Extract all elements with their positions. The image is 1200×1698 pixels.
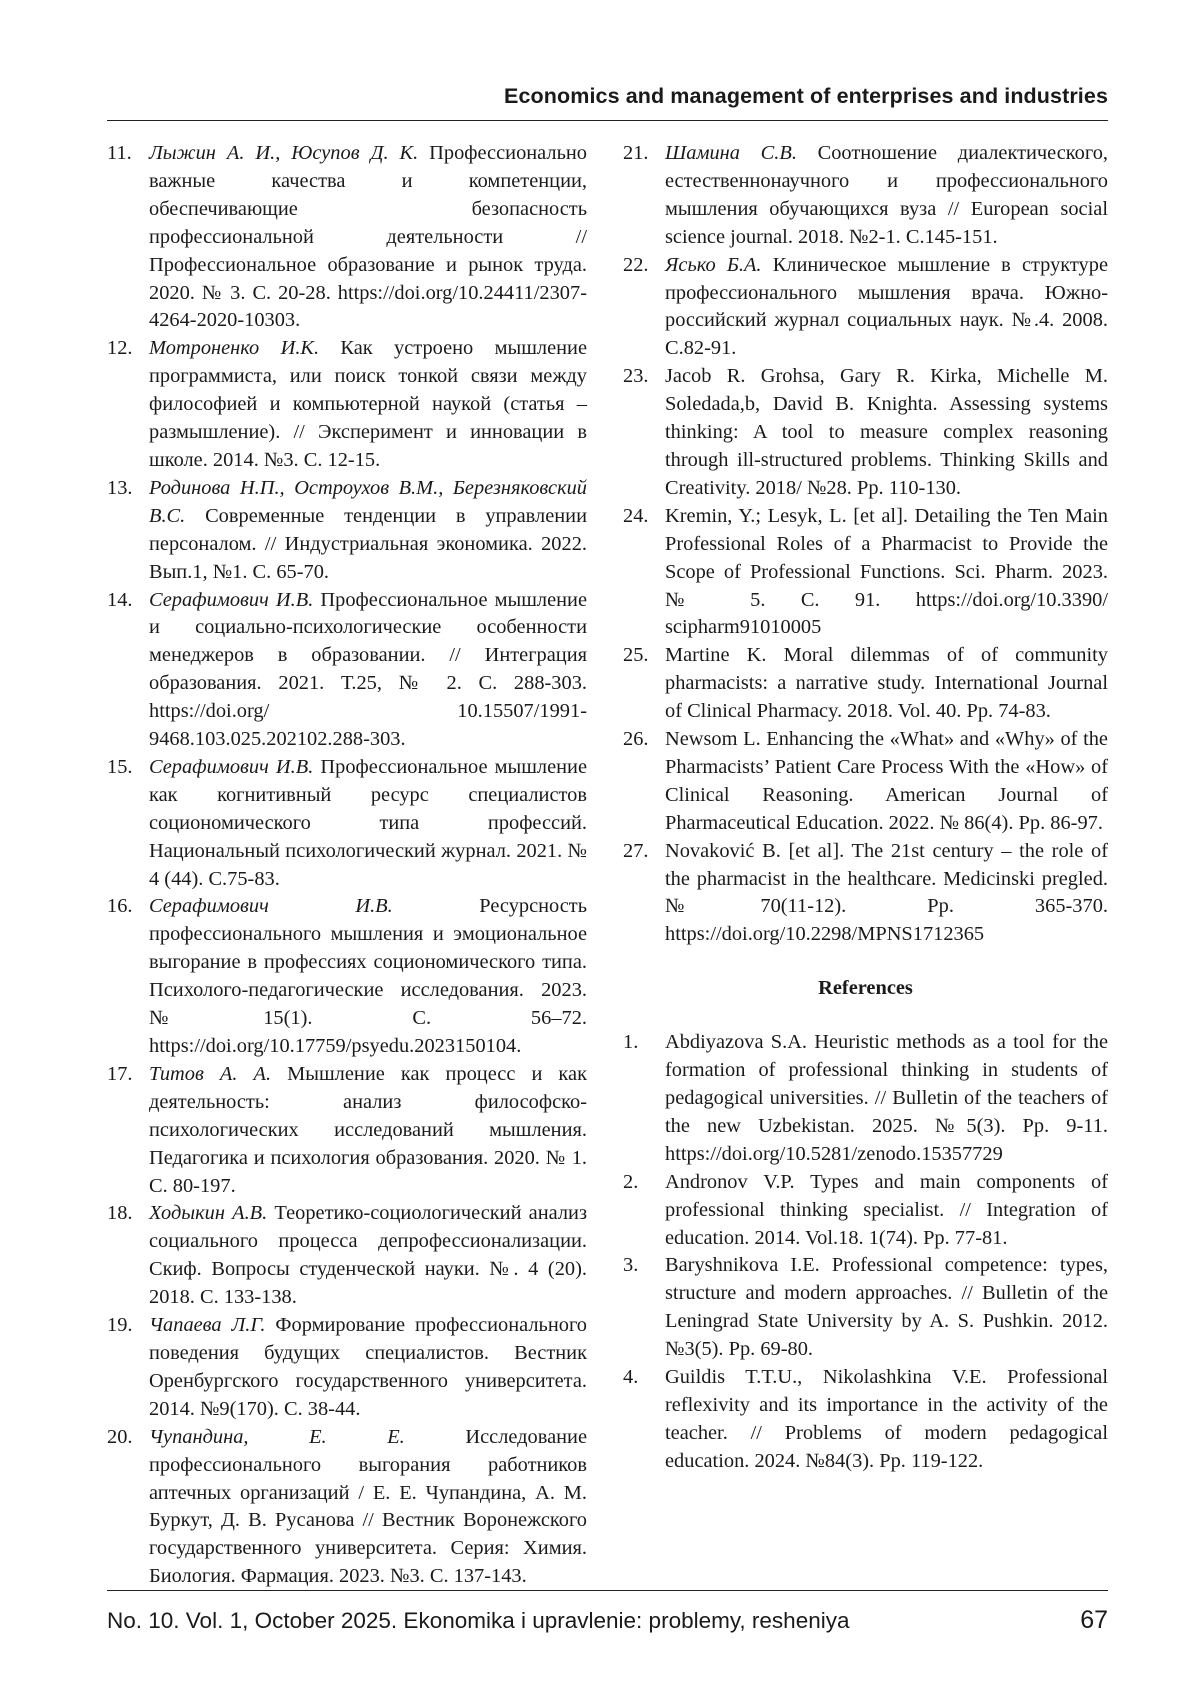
reference-text: Andronov V.P. Types and main components of professional thinking specialist. // Integration of education. 2014. Vol.18. 1(74). Pp. 77-81. (665, 1170, 1108, 1249)
reference-author: Чапаева Л.Г. (149, 1314, 266, 1337)
reference-text: Novaković B. [et al]. The 21st century – the role of the pharmacist in the healthcare. Medicinski pregled. №70(11-12). Pp. 365-370. https://doi.org/10.2298/MPNS1712365 (665, 839, 1108, 946)
bibliography-list-right (623, 140, 1108, 949)
reference-text: Клиническое мышление в структуре профессионального мышления врача. Южно-российский журнал социальных наук. №.4. 2008. С.82-91. (665, 253, 1108, 360)
reference-item (623, 363, 1108, 503)
reference-number: 4. (623, 1366, 639, 1389)
reference-item (623, 1252, 1108, 1364)
reference-item (623, 726, 1108, 838)
reference-item (107, 1424, 587, 1591)
reference-text: Kremin, Y.; Lesyk, L. [et al]. Detailing the Ten Main Professional Roles of a Pharmacist to Provide the Scope of Professional Functions. Sci. Pharm. 2023. № 5. С. 91. https://doi.org/10.3390/ scipharm91010005 (665, 504, 1108, 639)
reference-text: Newsom L. Enhancing the «What» and «Why» of the Pharmacists’ Patient Care Process With the «How» of Clinical Reasoning. American Journal of Pharmaceutical Education. 2022. № 86(4). Pp. 86-97. (665, 728, 1108, 834)
reference-number: 14. (107, 588, 133, 611)
reference-author: Ясько Б.А. (665, 253, 762, 276)
reference-text: Jacob R. Grohsa, Gary R. Kirka, Michelle M. Soledada,b, David B. Knighta. Assessing systems thinking: A tool to measure complex reasoning through ill-structured problems. Thinking Skills and Creativity. 2018/ №28. Pp. 110-130. (665, 365, 1108, 499)
reference-text: Профессиональное мышление и социально-психологические особенности менеджеров в образовании. // Интеграция образования. 2021. Т.25, № 2. С. 288-303. https://doi.org/ 10.15507/1991-9468.103.025.202102.288-303. (149, 588, 588, 751)
reference-item (623, 503, 1108, 643)
reference-item (107, 587, 587, 754)
reference-text: Как устроено мышление программиста, или поиск тонкой связи между философией и компьютерной наукой (статья – размышление). // Эксперимент и инновации в школе. 2014. №3. С. 12-15. (149, 337, 587, 471)
reference-text: Профессионально важные качества и компетенции, обеспечивающие безопасность профессиональной деятельности // Профессиональное образование и рынок труда. 2020. № 3. С. 20-28. https://doi.org/10.24411/2307-4264-2020-10303. (149, 142, 587, 332)
page-footer (107, 1606, 1108, 1635)
reference-number: 26. (623, 728, 649, 751)
reference-item (107, 335, 587, 475)
reference-number: 27. (623, 839, 649, 862)
reference-number: 20. (107, 1425, 133, 1448)
reference-number: 24. (623, 504, 649, 527)
left-column (107, 140, 587, 1591)
reference-text: Соотношение диалектического, естественнонаучного и профессионального мышления обучающихся вуза // European social science journal. 2018. №2-1. С.145-151. (665, 142, 1108, 248)
reference-number: 2. (623, 1170, 639, 1193)
references-list (623, 1029, 1108, 1476)
reference-author: Ходыкин А.В. (149, 1202, 268, 1225)
reference-text: Профессиональное мышление как когнитивный ресурс специалистов социономического типа профессий. Национальный психологический журнал. 2021. № 4 (44). С.75-83. (149, 755, 588, 890)
reference-number: 25. (623, 644, 649, 667)
reference-author: Серафимович И.В. (149, 588, 314, 611)
reference-item (107, 893, 587, 1060)
reference-text: Мышление как процесс и как деятельность: анализ философско-психологических исследований мышления. Педагогика и психология образования. 2020. № 1. С. 80-197. (149, 1062, 587, 1197)
reference-number: 13. (107, 476, 133, 499)
reference-text: Формирование профессионального поведения будущих специалистов. Вестник Оренбургского государственного университета. 2014. №9(170). С. 38-44. (149, 1314, 587, 1420)
reference-number: 16. (107, 895, 133, 918)
reference-number: 11. (107, 142, 132, 164)
reference-item (623, 1364, 1108, 1476)
reference-item (623, 252, 1108, 364)
reference-author: Мотроненко И.К. (149, 337, 320, 360)
reference-author: Шамина С.В. (665, 142, 797, 164)
reference-number: 3. (623, 1254, 639, 1277)
reference-item (623, 642, 1108, 726)
reference-item (623, 140, 1108, 252)
reference-number: 22. (623, 253, 649, 276)
reference-number: 1. (623, 1031, 639, 1054)
reference-text: Guildis T.T.U., Nikolashkina V.E. Professional reflexivity and its importance in the activity of the teacher. // Problems of modern pedagogical education. 2024. №84(3). Pp. 119-122. (665, 1366, 1108, 1472)
reference-text: Современные тенденции в управлении персоналом. // Индустриальная экономика. 2022. Вып.1, №1. С. 65-70. (149, 504, 587, 583)
reference-item (623, 1169, 1108, 1253)
reference-number: 21. (623, 142, 649, 164)
reference-text: Ресурсность профессионального мышления и эмоциональное выгорание в профессиях социономического типа. Психолого-педагогические исследования. 2023. №15(1). С. 56–72. https://doi.org/10.17759/psyedu.2023150104. (149, 895, 588, 1057)
reference-text: Martine K. Moral dilemmas of of community pharmacists: a narrative study. International Journal of Clinical Pharmacy. 2018. Vol. 40. Pp. 74-83. (665, 644, 1108, 723)
reference-item (107, 1312, 587, 1424)
reference-text: Baryshnikova I.E. Professional competence: types, structure and modern approaches. // Bulletin of the Leningrad State University by A. S. Pushkin. 2012. №3(5). Pp. 69-80. (665, 1254, 1108, 1361)
reference-number: 12. (107, 337, 133, 360)
reference-item (107, 475, 587, 587)
reference-item (623, 838, 1108, 950)
references-heading: References (818, 977, 913, 1000)
reference-number: 19. (107, 1314, 133, 1337)
bibliography-list-left (107, 140, 587, 1591)
header-rule (107, 120, 1108, 121)
reference-number: 23. (623, 365, 649, 388)
reference-item (623, 1029, 1108, 1169)
reference-author: Серафимович И.В. (149, 755, 314, 778)
reference-author: Титов А. А. (149, 1062, 272, 1085)
reference-item (107, 1200, 587, 1312)
reference-text: Теоретико-социологический анализ социального процесса депрофессионализации. Скиф. Вопросы студенческой науки. №. 4 (20). 2018. С. 133-138. (149, 1202, 587, 1309)
reference-item (107, 754, 587, 894)
reference-number: 17. (107, 1062, 133, 1085)
journal-info: No. 10. Vol. 1, October 2025. Ekonomika i upravlenie: problemy, resheniya (107, 1608, 850, 1633)
reference-text: Abdiyazova S.A. Heuristic methods as a tool for the formation of professional thinking in students of pedagogical universities. // Bulletin of the teachers of the new Uzbekistan. 2025. №5(3). Pp. 9-11. https://doi.org/10.5281/zenodo.15357729 (665, 1031, 1108, 1165)
reference-item (107, 140, 587, 335)
reference-author: Лыжин А. И., Юсупов Д. К. (149, 142, 419, 164)
reference-text: Исследование профессионального выгорания работников аптечных организаций / Е. Е. Чупандина, А. М. Буркут, Д. В. Русанова // Вестник Воронежского государственного университета. Серия: Химия. Биология. Фармация. 2023. №3. С. 137-143. (149, 1425, 588, 1588)
reference-author: Родинова Н.П., Остроухов В.М., Березняковский В.С. (149, 476, 587, 527)
footer-rule (107, 1590, 1108, 1591)
page-number: 67 (1080, 1606, 1108, 1634)
running-title: Economics and management of enterprises and industries (504, 84, 1108, 108)
reference-number: 15. (107, 755, 133, 778)
reference-number: 18. (107, 1202, 133, 1225)
right-column (623, 140, 1108, 1476)
reference-author: Чупандина, Е. Е. (149, 1425, 405, 1448)
reference-author: Серафимович И.В. (149, 895, 393, 918)
reference-item (107, 1061, 587, 1201)
